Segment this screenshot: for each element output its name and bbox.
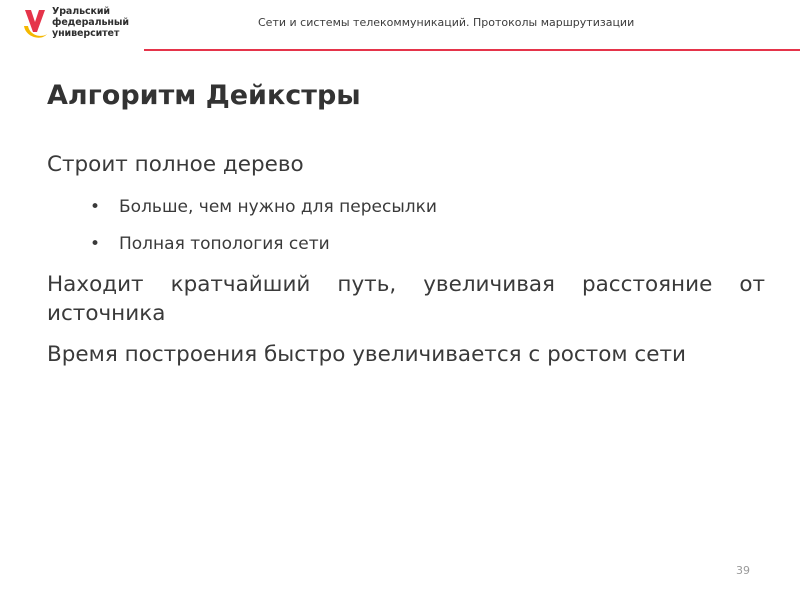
logo-text: Уральский федеральный университет bbox=[52, 6, 129, 39]
bullet-glyph: • bbox=[90, 234, 101, 254]
bullet-text: Полная топология сети bbox=[119, 234, 330, 254]
header-divider bbox=[144, 49, 800, 51]
page-number: 39 bbox=[736, 564, 750, 577]
header-title: Сети и системы телекоммуникаций. Протоколы маршрутизации bbox=[258, 16, 635, 29]
bullet-item bbox=[47, 233, 765, 255]
paragraph-builds-tree: Строит полное дерево bbox=[47, 152, 304, 177]
paragraph-build-time: Время построения быстро увеличивается с ростом сети bbox=[47, 342, 686, 367]
bullet-item bbox=[47, 196, 765, 218]
slide-title: Алгоритм Дейкстры bbox=[47, 80, 361, 111]
university-logo bbox=[22, 6, 132, 46]
slide-content bbox=[47, 150, 765, 369]
bullet-text: Больше, чем нужно для пересылки bbox=[119, 197, 437, 217]
paragraph-shortest-path: Находит кратчайший путь, увеличивая расстояние от источника bbox=[47, 272, 765, 326]
urfu-logo-icon bbox=[22, 8, 48, 42]
bullet-glyph: • bbox=[90, 197, 101, 217]
